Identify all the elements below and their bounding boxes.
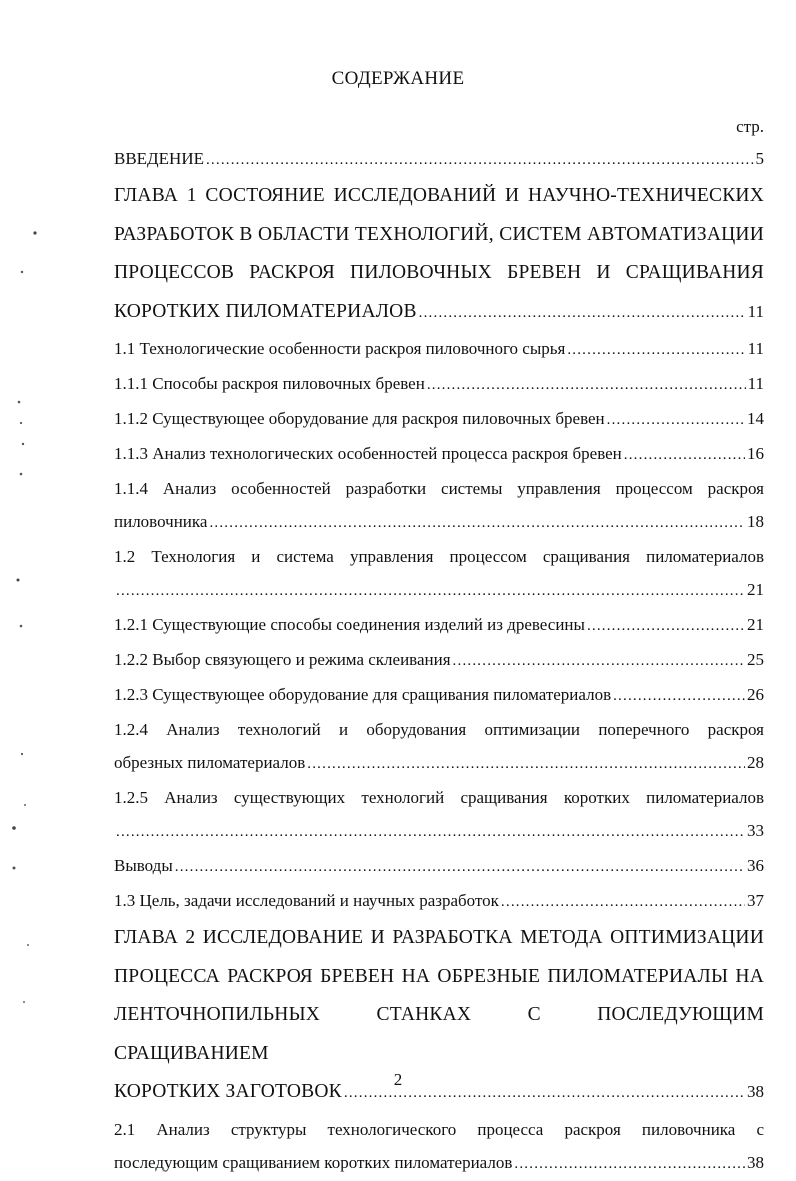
toc-entry — [114, 367, 764, 402]
dot-leader — [116, 816, 745, 849]
toc-entry-leader-line — [114, 332, 764, 367]
toc-entry — [114, 472, 764, 540]
toc-entry-label: КОРОТКИХ ЗАГОТОВОК — [114, 1081, 342, 1102]
toc-entry — [114, 781, 764, 849]
dot-leader — [116, 575, 745, 608]
dot-leader — [501, 886, 745, 919]
speck — [20, 625, 23, 628]
toc-entry-text-line: 1.2.5 Анализ существующих технологий сращивания коротких пиломатериалов — [114, 788, 764, 807]
toc-entry — [114, 713, 764, 781]
toc-entry-leader-line — [114, 608, 764, 643]
dot-leader — [419, 294, 746, 333]
page-title: СОДЕРЖАНИЕ — [331, 68, 465, 89]
toc-entry-text-line: ПРОЦЕССОВ РАСКРОЯ ПИЛОВОЧНЫХ БРЕВЕН И СРАЩИВАНИЯ — [114, 262, 764, 283]
toc-entry-text-line: 1.1.4 Анализ особенностей разработки системы управления процессом раскроя — [114, 479, 764, 498]
toc-entry-label: Выводы — [114, 856, 173, 875]
toc-entry-leader-line — [114, 849, 764, 884]
toc-entry-text-line: 2.1 Анализ структуры технологического процесса раскроя пиловочника с — [114, 1119, 764, 1139]
toc-entry-leader-line — [114, 884, 764, 919]
toc-page-number: 18 — [747, 512, 764, 531]
toc-page-number: 21 — [747, 615, 764, 634]
toc-entry-label: 1.2.3 Существующее оборудование для сращивания пиломатериалов — [114, 685, 612, 704]
toc-entry-leader-line — [114, 573, 764, 608]
toc-page-number: 14 — [747, 409, 764, 428]
toc-page-number: 25 — [747, 650, 764, 669]
dot-leader — [307, 748, 745, 781]
toc-entry-label: обрезных пиломатериалов — [114, 753, 306, 772]
speck — [21, 753, 23, 755]
toc-entry-text-line: ПРОЦЕССА РАСКРОЯ БРЕВЕН НА ОБРЕЗНЫЕ ПИЛОМАТЕРИАЛЫ НА — [114, 965, 764, 987]
toc-entry — [114, 142, 764, 177]
toc-entry-leader-line — [114, 746, 764, 781]
speck — [33, 231, 36, 234]
dot-leader — [587, 610, 745, 643]
toc-page-number: 5 — [755, 149, 764, 168]
toc-entry-leader-line — [114, 643, 764, 678]
toc-entry-leader-line — [114, 142, 764, 177]
toc-entry-label: 1.2.2 Выбор связующего и режима склеивания — [114, 650, 451, 669]
speck — [13, 867, 16, 870]
speck — [17, 579, 20, 582]
toc-entry-label: КОРОТКИХ ПИЛОМАТЕРИАЛОВ — [114, 300, 417, 322]
toc-entry-leader-line — [114, 505, 764, 540]
toc-entry — [114, 332, 764, 367]
toc-entry — [114, 884, 764, 919]
speck — [12, 826, 16, 830]
dot-leader — [567, 334, 745, 367]
dot-leader — [175, 851, 745, 884]
dot-leader — [427, 369, 746, 402]
toc-page-number: 28 — [747, 753, 764, 772]
toc-entry — [114, 402, 764, 437]
dot-leader — [209, 507, 745, 540]
speck — [23, 1001, 25, 1003]
toc-entry — [114, 849, 764, 884]
toc-entry — [114, 643, 764, 678]
toc-entry-label: 1.3 Цель, задачи исследований и научных разработок — [114, 891, 499, 910]
toc-chapter-entry — [114, 177, 764, 332]
toc-entry-text-line: ГЛАВА 2 ИССЛЕДОВАНИЕ И РАЗРАБОТКА МЕТОДА ОПТИМИЗАЦИИ — [114, 927, 764, 948]
toc-entry-leader-line — [114, 293, 764, 333]
toc-entry-label: ВВЕДЕНИЕ — [114, 149, 204, 168]
toc-entry-label: 1.1.1 Способы раскроя пиловочных бревен — [114, 374, 425, 393]
toc-entry-text-line: ЛЕНТОЧНОПИЛЬНЫХ СТАНКАХ С ПОСЛЕДУЮЩИМ СРАЩИВАНИЕМ — [114, 1004, 764, 1064]
dot-leader — [613, 680, 745, 713]
toc-page-number: 26 — [747, 685, 764, 704]
toc-page-number: 38 — [747, 1082, 764, 1101]
scan-specks — [0, 0, 60, 1111]
toc-entry-leader-line — [114, 814, 764, 849]
toc-entry-label: 1.1 Технологические особенности раскроя пиловочного сырья — [114, 339, 566, 358]
toc-page-number: 38 — [747, 1152, 764, 1172]
toc-entry-text-line: ГЛАВА 1 СОСТОЯНИЕ ИССЛЕДОВАНИЙ И НАУЧНО-ТЕХНИЧЕСКИХ — [114, 185, 764, 206]
toc-entry-leader-line — [114, 402, 764, 437]
toc-entry-leader-line — [114, 437, 764, 472]
toc-page-number: 16 — [747, 444, 764, 463]
speck — [22, 443, 24, 445]
table-of-contents — [114, 142, 764, 1181]
toc-entry-label: последующим сращиванием коротких пиломатериалов — [114, 1152, 513, 1172]
toc-page-number: 37 — [747, 891, 764, 910]
toc-page-number: 11 — [747, 374, 764, 393]
toc-entry — [114, 678, 764, 713]
toc-entry-text-line: 1.2 Технология и система управления процессом сращивания пиломатериалов — [114, 547, 764, 566]
toc-entry-leader-line — [114, 1146, 764, 1181]
toc-entry-label: 1.1.3 Анализ технологических особенностей процесса раскроя бревен — [114, 444, 622, 463]
speck — [24, 804, 26, 806]
dot-leader — [624, 439, 745, 472]
speck — [18, 401, 21, 404]
dot-leader — [514, 1148, 745, 1181]
toc-page-number: 21 — [747, 580, 764, 599]
toc-entry — [114, 608, 764, 643]
toc-entry-leader-line — [114, 367, 764, 402]
toc-page-number: 36 — [747, 856, 764, 875]
toc-page-number: 33 — [747, 821, 764, 840]
dot-leader — [453, 645, 745, 678]
toc-entry — [114, 540, 764, 608]
dot-leader — [607, 404, 745, 437]
speck — [20, 473, 23, 476]
toc-entry-text-line: РАЗРАБОТОК В ОБЛАСТИ ТЕХНОЛОГИЙ, СИСТЕМ АВТОМАТИЗАЦИИ — [114, 223, 764, 245]
toc-entry-label: 1.2.1 Существующие способы соединения изделий из древесины — [114, 615, 585, 634]
toc-entry-text-line: 1.2.4 Анализ технологий и оборудования оптимизации поперечного раскроя — [114, 720, 764, 739]
toc-entry-leader-line — [114, 678, 764, 713]
dot-leader — [206, 144, 754, 177]
toc-entry — [114, 1113, 764, 1181]
toc-page-number: 11 — [747, 301, 764, 321]
speck — [27, 944, 29, 946]
page-column-label: стр. — [736, 117, 764, 136]
page-number: 2 — [393, 1070, 403, 1089]
speck — [21, 271, 23, 273]
toc-entry — [114, 437, 764, 472]
toc-entry-label: пиловочника — [114, 512, 208, 531]
toc-page-number: 11 — [747, 339, 764, 358]
toc-entry-label: 1.1.2 Существующее оборудование для раскроя пиловочных бревен — [114, 409, 605, 428]
speck — [20, 422, 22, 424]
